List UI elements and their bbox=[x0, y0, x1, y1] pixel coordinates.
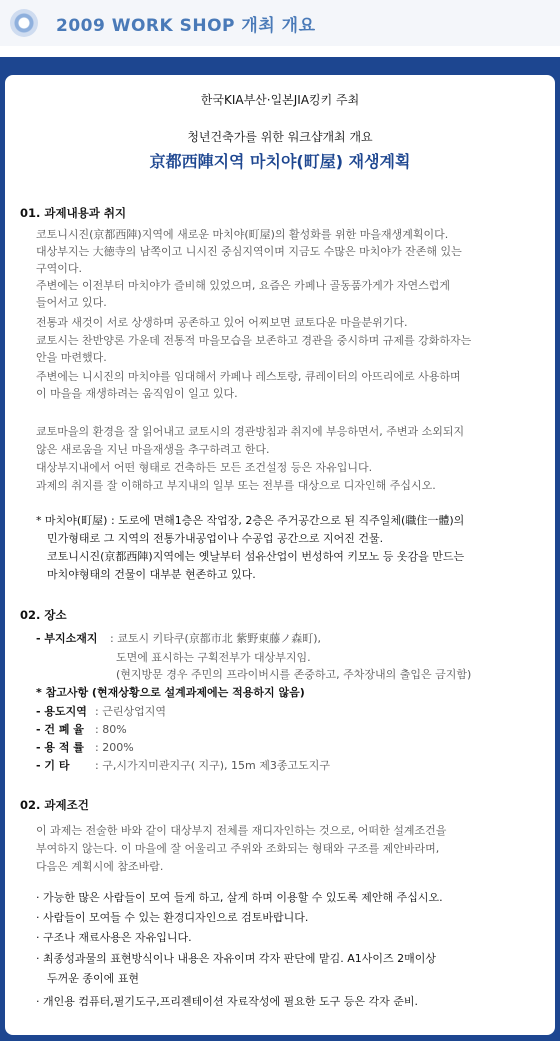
condition-bullet: · 개인용 컴퓨터,필기도구,프리젠테이션 자료작성에 필요한 도구 등은 각자 준비. bbox=[36, 995, 418, 1008]
s1-line: 대상부지내에서 어떤 형태로 건축하든 모든 조건설정 등은 자유입니다. bbox=[36, 461, 373, 474]
condition-bullet: · 구조나 재료사용은 자유입니다. bbox=[36, 931, 192, 944]
bcr-value: : 80% bbox=[95, 723, 127, 736]
zone-label: - 용도지역 bbox=[36, 705, 87, 718]
s1-line: 코토니시진(京都西陣)지역에 새로운 마치야(町屋)의 활성화를 위한 마을재생계획이다. bbox=[36, 228, 449, 241]
note-line: 민가형태로 그 지역의 전통가내공업이나 수공업 공간으로 지어진 건물. bbox=[47, 532, 384, 545]
site-line: 도면에 표시하는 구획전부가 대상부지임. bbox=[116, 651, 311, 664]
event-subtitle: 청년건축가를 위한 워크샵개최 개요 bbox=[187, 130, 373, 144]
circle-bullet-icon bbox=[10, 9, 38, 37]
organizer-line: 한국KIA부산·일본JIA킹키 주최 bbox=[200, 93, 360, 107]
far-label: - 용 적 률 bbox=[36, 741, 84, 754]
etc-label: - 기 타 bbox=[36, 759, 70, 772]
s1-line: 구역이다. bbox=[36, 262, 83, 275]
project-title: 京都西陣지역 마치야(町屋) 재생계획 bbox=[149, 152, 411, 171]
s1-line: 주변에는 이전부터 마치야가 즐비해 있었으며, 요즘은 카페나 골동품가게가 자연스럽게 bbox=[36, 279, 451, 292]
condition-bullet: · 가능한 많은 사람들이 모여 들게 하고, 살게 하며 이용할 수 있도록 제안해 주십시오. bbox=[36, 891, 443, 904]
s1-line: 주변에는 니시진의 마치야를 임대해서 카페나 레스토랑, 큐레이터의 아뜨리에로 사용하며 bbox=[36, 370, 461, 383]
bcr-label: - 건 폐 율 bbox=[36, 723, 84, 736]
s1-line: 들어서고 있다. bbox=[36, 296, 107, 309]
far-value: : 200% bbox=[95, 741, 134, 754]
note-line: 마치야형태의 건물이 대부분 현존하고 있다. bbox=[47, 568, 256, 581]
s1-line: 쿄토시는 찬반양론 가운데 전통적 마을모습을 보존하고 경관을 중시하며 규제를 강화하자는 bbox=[36, 334, 472, 347]
s1-line: 안을 마련했다. bbox=[36, 351, 107, 364]
note-line: * 마치야(町屋) : 도로에 면해1층은 작업장, 2층은 주거공간으로 된 직주일체(職住一體)의 bbox=[36, 514, 465, 527]
s3-line: 부여하지 않는다. 이 마을에 잘 어울리고 주위와 조화되는 형태와 구조를 제안바라며, bbox=[36, 842, 440, 855]
site-value: : 쿄토시 키타쿠(京都市北 紫野東藤ノ森町), bbox=[110, 632, 322, 645]
s3-line: 이 과제는 전술한 바와 같이 대상부지 전체를 재디자인하는 것으로, 어떠한 설계조건을 bbox=[36, 824, 447, 837]
site-label: - 부지소재지 bbox=[36, 632, 98, 645]
page-header bbox=[0, 0, 560, 46]
etc-value: : 구,시가지미관지구( 지구), 15m 제3종고도지구 bbox=[95, 759, 330, 772]
s3-line: 다음은 계획시에 참조바람. bbox=[36, 860, 164, 873]
reference-note: * 참고사항 (현재상황으로 설계과제에는 적용하지 않음) bbox=[36, 686, 305, 699]
page-title: 2009 WORK SHOP 개최 개요 bbox=[56, 16, 316, 36]
condition-bullet: · 사람들이 모여들 수 있는 환경디자인으로 검토바랍니다. bbox=[36, 911, 309, 924]
s1-line: 않은 새로움을 지닌 마을재생을 추구하려고 한다. bbox=[36, 443, 270, 456]
s1-line: 대상부지는 大徳寺의 남쪽이고 니시진 중심지역이며 지금도 수많은 마치야가 잔존해 있는 bbox=[36, 245, 462, 258]
s1-line: 이 마을을 재생하려는 움직임이 일고 있다. bbox=[36, 387, 238, 400]
zone-value: : 근린상업지역 bbox=[95, 705, 166, 718]
site-line: (현지방문 경우 주민의 프라이버시를 존중하고, 주차장내의 출입은 금지함) bbox=[116, 668, 472, 681]
note-line: 코토니시진(京都西陣)지역에는 옛날부터 섬유산업이 번성하여 키모노 등 옷감을 만드는 bbox=[47, 550, 465, 563]
section-heading-2: 02. 장소 bbox=[20, 608, 67, 622]
s1-line: 전통과 새것이 서로 상생하며 공존하고 있어 어찌보면 쿄토다운 마을분위기다. bbox=[36, 316, 408, 329]
s1-line: 쿄토마을의 환경을 잘 읽어내고 쿄토시의 경관방침과 취지에 부응하면서, 주변과 소외되지 bbox=[36, 425, 465, 438]
condition-bullet: · 최종성과물의 표현방식이나 내용은 자유이며 각자 판단에 맡김. A1사이즈 2매이상 bbox=[36, 952, 437, 965]
section-heading-3: 02. 과제조건 bbox=[20, 798, 89, 812]
s1-line: 과제의 취지를 잘 이해하고 부지내의 일부 또는 전부를 대상으로 디자인해 주십시오. bbox=[36, 479, 436, 492]
section-heading-1: 01. 과제내용과 취지 bbox=[20, 206, 127, 220]
condition-bullet-cont: 두꺼운 종이에 표현 bbox=[47, 972, 140, 985]
